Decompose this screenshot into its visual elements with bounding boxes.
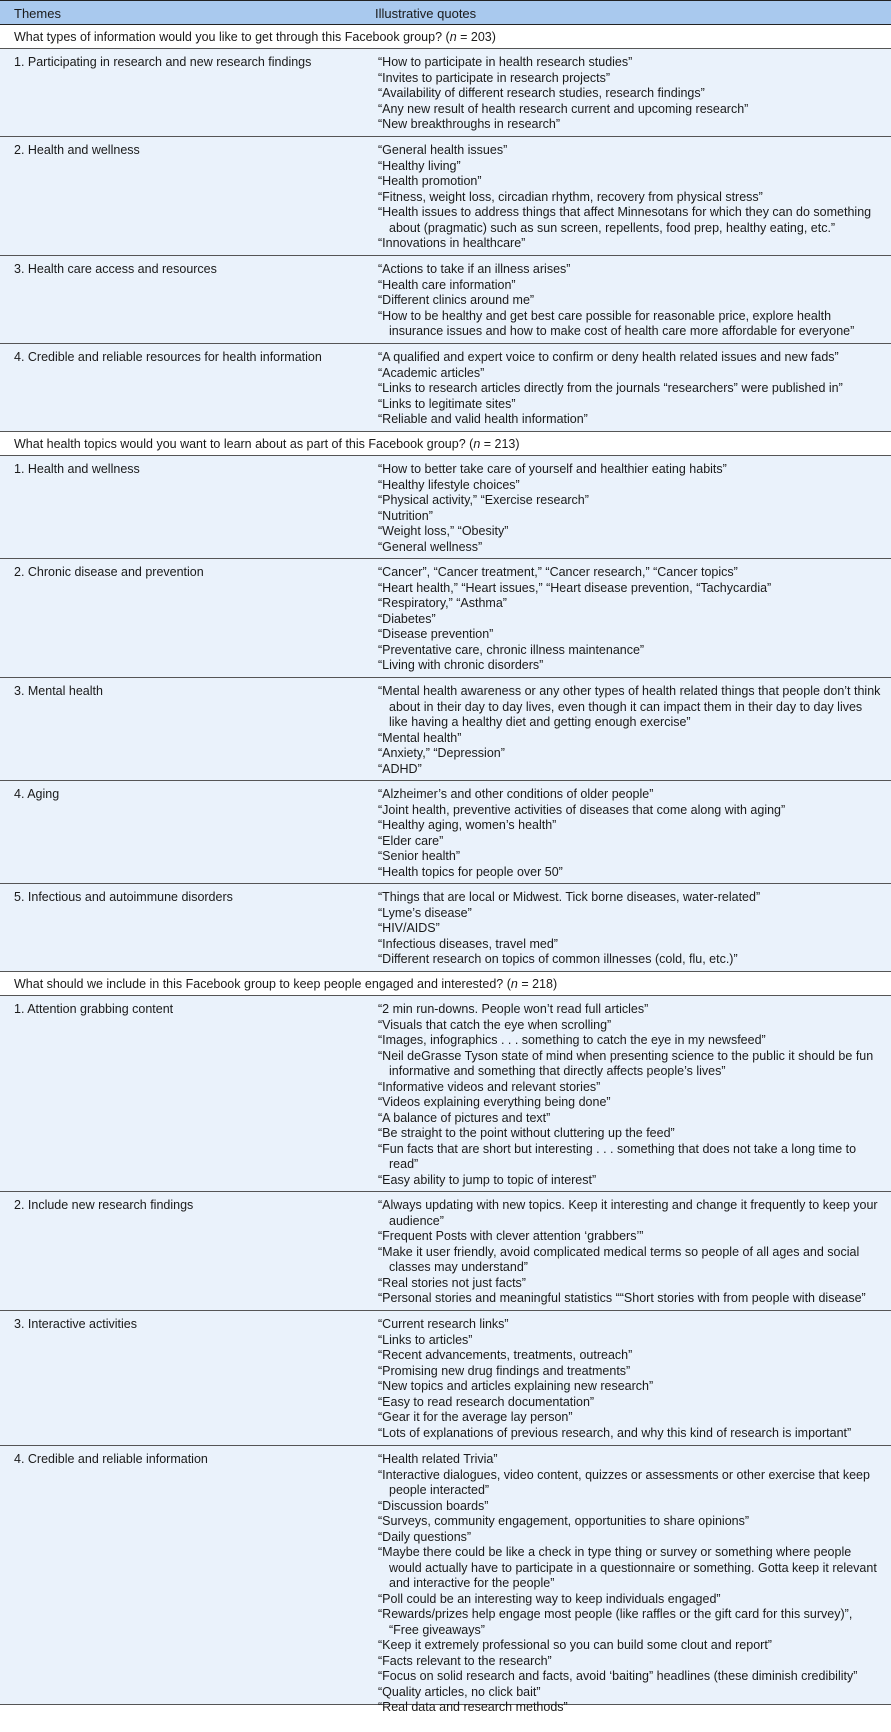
table-row xyxy=(0,456,891,559)
quote: “Links to articles” xyxy=(378,1332,473,1347)
theme-label: 1. Health and wellness xyxy=(14,462,140,476)
table-row xyxy=(0,1311,891,1446)
quote: “New breakthroughs in research” xyxy=(378,117,561,131)
quote: “Preventative care, chronic illness maintenance” xyxy=(378,642,645,657)
table-row xyxy=(0,1192,891,1311)
theme-label: 2. Health and wellness xyxy=(14,143,140,157)
quote: “Lyme’s disease” xyxy=(378,905,472,920)
sample-size: (n = 218) xyxy=(506,977,558,991)
theme-label: 2. Chronic disease and prevention xyxy=(14,565,204,579)
quote-list xyxy=(378,1452,884,1716)
section-question xyxy=(0,432,891,456)
quote-list xyxy=(378,684,884,777)
quote: “Health promotion” xyxy=(378,174,482,188)
quote: “Videos explaining everything being done” xyxy=(378,1095,611,1109)
table-row xyxy=(0,344,891,432)
quote: “Heart health,” “Heart issues,” “Heart disease prevention, “Tachycardia” xyxy=(378,580,772,595)
quote: “Healthy lifestyle choices” xyxy=(378,477,520,492)
theme-label: 3. Health care access and resources xyxy=(14,262,217,276)
sample-size: (n = 203) xyxy=(445,30,496,44)
table-header xyxy=(0,0,891,25)
quote: “Gear it for the average lay person” xyxy=(378,1410,573,1424)
quote: “Recent advancements, treatments, outreach” xyxy=(378,1348,633,1362)
quote: “Lots of explanations of previous research, and why this kind of research is important” xyxy=(378,1425,852,1440)
quote-list xyxy=(378,565,884,674)
quote: “How to be healthy and get best care possible for reasonable price, explore health insurance issues and how to make cost of health care more affordable for everyone” xyxy=(378,308,855,338)
quote: “A qualified and expert voice to confirm or deny health related issues and new fads” xyxy=(378,350,839,364)
section-question xyxy=(0,25,891,49)
quote: “Living with chronic disorders” xyxy=(378,658,544,672)
quote: “Rewards/prizes help engage most people (like raffles or the gift card for this survey)”, “Free giveaways” xyxy=(378,1607,853,1637)
quote: “Easy ability to jump to topic of interest” xyxy=(378,1172,597,1187)
quote: “Maybe there could be like a check in type thing or survey or something where people would actually have to participate in a questionnaire or something. Gotta keep it relevant and interactive for the people” xyxy=(378,1545,877,1590)
quote: “2 min run-downs. People won’t read full articles” xyxy=(378,1002,649,1016)
quote-list xyxy=(378,1198,884,1307)
quote: “Discussion boards” xyxy=(378,1498,489,1513)
quote: “Fun facts that are short but interesting . . . something that does not take a long time to read” xyxy=(378,1141,857,1171)
quote-list xyxy=(378,262,884,340)
table-row xyxy=(0,781,891,884)
quote: “Invites to participate in research projects” xyxy=(378,70,611,85)
quote-list xyxy=(378,462,884,555)
quote-list xyxy=(378,1002,884,1188)
table-row xyxy=(0,256,891,344)
quote: “Respiratory,” “Asthma” xyxy=(378,596,507,610)
quote: “Senior health” xyxy=(378,849,460,863)
theme-label: 1. Attention grabbing content xyxy=(14,1002,174,1016)
quote: “Physical activity,” “Exercise research” xyxy=(378,493,589,507)
quote: “Reliable and valid health information” xyxy=(378,412,588,426)
table-row xyxy=(0,559,891,678)
section-question xyxy=(0,972,891,996)
quote-list xyxy=(378,350,884,428)
quote: “Alzheimer’s and other conditions of older people” xyxy=(378,787,654,801)
quote-list xyxy=(378,890,884,968)
quote: “HIV/AIDS” xyxy=(378,921,440,935)
quote: “Interactive dialogues, video content, quizzes or assessments or other exercise that keep people interacted” xyxy=(378,1467,870,1497)
quote: “Real data and research methods” xyxy=(378,1700,568,1714)
quote: “A balance of pictures and text” xyxy=(378,1110,551,1125)
sample-size: (n = 213) xyxy=(469,437,520,451)
quote: “Things that are local or Midwest. Tick borne diseases, water-related” xyxy=(378,890,761,904)
quote: “Disease prevention” xyxy=(378,627,494,641)
quote: “Health care information” xyxy=(378,277,516,292)
quote: “Actions to take if an illness arises” xyxy=(378,262,571,276)
table-row xyxy=(0,49,891,137)
quote: “ADHD” xyxy=(378,761,422,776)
quote: “Mental health awareness or any other types of health related things that people don’t think about in their day to day lives, even though it can impact them in their day to day lives like having a healthy diet and getting enough exercise” xyxy=(378,684,881,729)
question-text: What should we include in this Facebook group to keep people engaged and interested? xyxy=(14,977,504,991)
quote: “Nutrition” xyxy=(378,508,433,523)
quote: “Daily questions” xyxy=(378,1529,472,1544)
quote: “How to better take care of yourself and healthier eating habits” xyxy=(378,462,727,476)
quote: “Current research links” xyxy=(378,1317,509,1331)
quote-list xyxy=(378,787,884,880)
quote: “Keep it extremely professional so you can build some clout and report” xyxy=(378,1638,772,1652)
question-text: What types of information would you like to get through this Facebook group? xyxy=(14,30,443,44)
quote: “Mental health” xyxy=(378,730,462,745)
quote: “Elder care” xyxy=(378,833,444,848)
quote: “Focus on solid research and facts, avoid ‘baiting” headlines (these diminish credibility” xyxy=(378,1669,858,1683)
themes-column-header: Themes xyxy=(14,6,61,21)
quote: “Health related Trivia” xyxy=(378,1452,498,1466)
quote: “Surveys, community engagement, opportunities to share opinions” xyxy=(378,1514,750,1528)
quote: “Cancer”, “Cancer treatment,” “Cancer research,” “Cancer topics” xyxy=(378,565,738,579)
quote-list xyxy=(378,143,884,252)
quote: “Make it user friendly, avoid complicated medical terms so people of all ages and social classes may understand” xyxy=(378,1244,860,1274)
quote: “Promising new drug findings and treatments” xyxy=(378,1363,631,1378)
quotes-column-header: Illustrative quotes xyxy=(375,6,477,21)
quote: “Anxiety,” “Depression” xyxy=(378,746,505,760)
table-row xyxy=(0,996,891,1192)
quote: “New topics and articles explaining new research” xyxy=(378,1379,654,1393)
quote-list xyxy=(378,1317,884,1441)
quote: “Weight loss,” “Obesity” xyxy=(378,524,509,538)
quote: “Facts relevant to the research” xyxy=(378,1653,552,1668)
quote: “Availability of different research studies, research findings” xyxy=(378,86,705,100)
quote: “Healthy aging, women’s health” xyxy=(378,818,557,832)
theme-label: 4. Credible and reliable information xyxy=(14,1452,208,1466)
quote: “Innovations in healthcare” xyxy=(378,236,526,250)
quote: “Healthy living” xyxy=(378,158,461,173)
theme-label: 3. Mental health xyxy=(14,684,103,698)
quote: “Images, infographics . . . something to catch the eye in my newsfeed” xyxy=(378,1033,766,1047)
table-row xyxy=(0,137,891,256)
quote: “Be straight to the point without cluttering up the feed” xyxy=(378,1126,675,1140)
question-text: What health topics would you want to learn about as part of this Facebook group? xyxy=(14,437,466,451)
quote: “Visuals that catch the eye when scrolling” xyxy=(378,1017,612,1032)
theme-label: 1. Participating in research and new research findings xyxy=(14,55,312,69)
quote-list xyxy=(378,55,884,133)
table-row xyxy=(0,884,891,972)
quote: “How to participate in health research studies” xyxy=(378,55,633,69)
quote: “Joint health, preventive activities of diseases that come along with aging” xyxy=(378,802,786,817)
quote: “Different research on topics of common illnesses (cold, flu, etc.)” xyxy=(378,952,738,966)
quote: “Quality articles, no click bait” xyxy=(378,1684,541,1699)
quote: “Always updating with new topics. Keep it interesting and change it frequently to keep your audience” xyxy=(378,1198,878,1228)
quote: “Frequent Posts with clever attention ‘grabbers’” xyxy=(378,1229,644,1243)
quote: “General health issues” xyxy=(378,143,508,157)
quote: “Real stories not just facts” xyxy=(378,1275,526,1290)
quote: “Fitness, weight loss, circadian rhythm, recovery from physical stress” xyxy=(378,189,763,204)
quote: “Easy to read research documentation” xyxy=(378,1394,595,1409)
theme-label: 5. Infectious and autoimmune disorders xyxy=(14,890,233,904)
theme-label: 4. Aging xyxy=(14,787,60,801)
quote: “Health issues to address things that affect Minnesotans for which they can do something about (pragmatic) such as sun screen, repellents, food prep, healthy eating, etc.” xyxy=(378,205,872,235)
quote: “Health topics for people over 50” xyxy=(378,864,563,879)
quote: “Links to legitimate sites” xyxy=(378,396,516,411)
quote: “Informative videos and relevant stories” xyxy=(378,1079,601,1094)
theme-label: 2. Include new research findings xyxy=(14,1198,194,1212)
theme-label: 4. Credible and reliable resources for health information xyxy=(14,350,322,364)
quote: “Personal stories and meaningful statistics ““Short stories with from people with disease” xyxy=(378,1291,866,1305)
quote: “Neil deGrasse Tyson state of mind when presenting science to the public it should be fun informative and something that directly affects people’s lives” xyxy=(378,1048,874,1078)
quote: “General wellness” xyxy=(378,539,483,554)
quote: “Any new result of health research current and upcoming research” xyxy=(378,101,749,116)
quote: “Poll could be an interesting way to keep individuals engaged” xyxy=(378,1591,721,1606)
quote: “Diabetes” xyxy=(378,611,436,626)
quote: “Links to research articles directly from the journals “researchers” were published in” xyxy=(378,381,843,395)
table-row xyxy=(0,1446,891,1714)
table-row xyxy=(0,678,891,781)
quote: “Infectious diseases, travel med” xyxy=(378,936,558,951)
quote: “Different clinics around me” xyxy=(378,293,535,307)
quote: “Academic articles” xyxy=(378,365,485,380)
theme-label: 3. Interactive activities xyxy=(14,1317,137,1331)
